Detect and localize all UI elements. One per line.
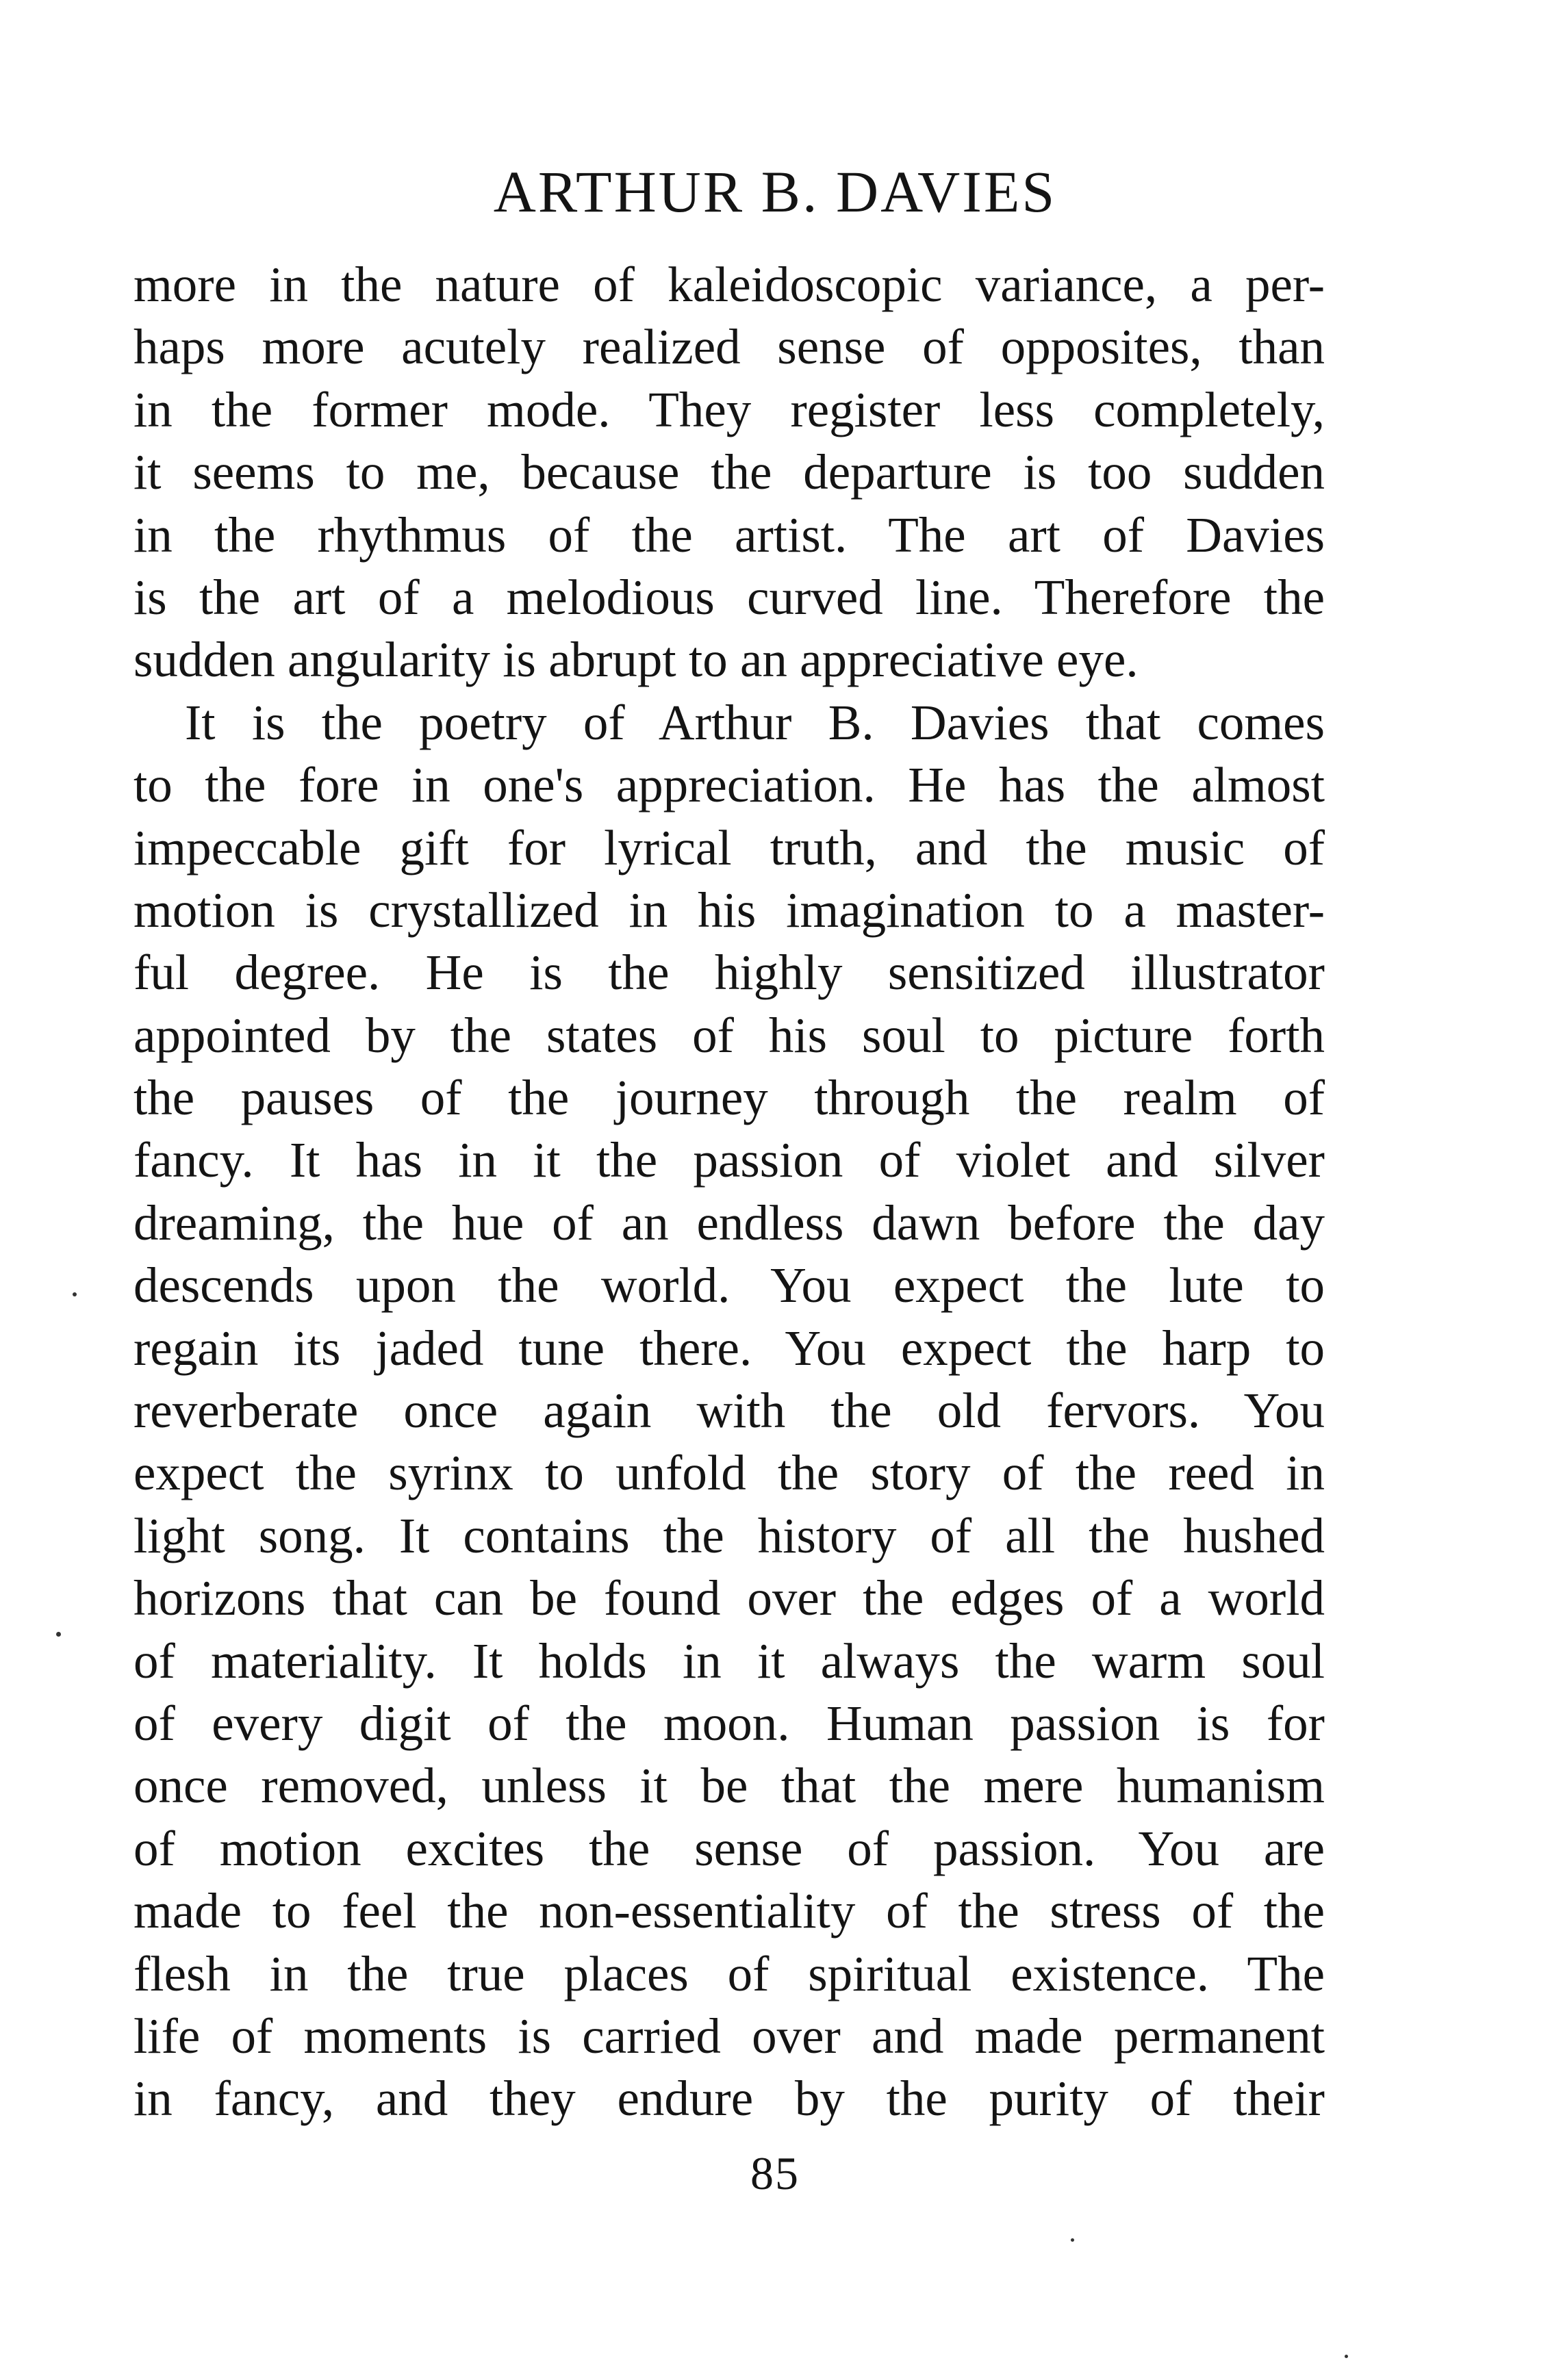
page-number: 85 [750,2147,800,2199]
text-line: haps more acutely realized sense of opposites, than [134,319,1325,375]
running-head: ARTHUR B. DAVIES [493,159,1057,225]
text-line: flesh in the true places of spiritual existence. The [134,1945,1325,2001]
text-line: expect the syrinx to unfold the story of the reed in [134,1445,1325,1501]
text-line: motion is crystallized in his imagination to a master- [134,882,1325,938]
scan-speck [73,1292,77,1296]
text-line: more in the nature of kaleidoscopic variance, a per- [134,257,1325,312]
text-line: it seems to me, because the departure is too sudden [134,444,1325,500]
text-line: of every digit of the moon. Human passion is for [134,1695,1325,1751]
text-line: reverberate once again with the old fervors. You [134,1383,1325,1439]
text-line: is the art of a melodious curved line. Therefore the [134,569,1325,625]
text-line: sudden angularity is abrupt to an appreciative eye. [134,632,1139,688]
text-line: horizons that can be found over the edges of a world [134,1570,1325,1626]
scan-speck [1071,2238,1074,2242]
text-line: appointed by the states of his soul to picture forth [134,1007,1325,1063]
text-line: in the former mode. They register less completely, [134,381,1325,437]
text-line: once removed, unless it be that the mere humanism [134,1758,1325,1814]
body-text [134,253,1325,2130]
text-line: impeccable gift for lyrical truth, and the music of [134,819,1325,875]
text-line: made to feel the non-essentiality of the stress of the [134,1883,1325,1939]
text-line: regain its jaded tune there. You expect the harp to [134,1320,1325,1376]
text-line: descends upon the world. You expect the lute to [134,1257,1325,1314]
text-line: fancy. It has in it the passion of violet and silver [134,1132,1325,1188]
text-line: ful degree. He is the highly sensitized illustrator [134,945,1325,1001]
text-line: the pauses of the journey through the realm of [134,1070,1325,1126]
scan-speck [1345,2355,1348,2358]
text-line: light song. It contains the history of all the hushed [134,1507,1325,1563]
text-line: of motion excites the sense of passion. You are [134,1820,1325,1876]
text-line: in the rhythmus of the artist. The art of Davies [134,507,1325,563]
text-line: It is the poetry of Arthur B. Davies that comes [185,694,1325,750]
text-line: to the fore in one's appreciation. He has the almost [134,757,1325,813]
text-line: life of moments is carried over and made permanent [134,2008,1325,2064]
text-line: dreaming, the hue of an endless dawn before the day [134,1194,1325,1251]
text-line: of materiality. It holds in it always the warm soul [134,1633,1325,1689]
text-line: in fancy, and they endure by the purity of their [134,2071,1325,2127]
scan-speck [56,1632,61,1637]
